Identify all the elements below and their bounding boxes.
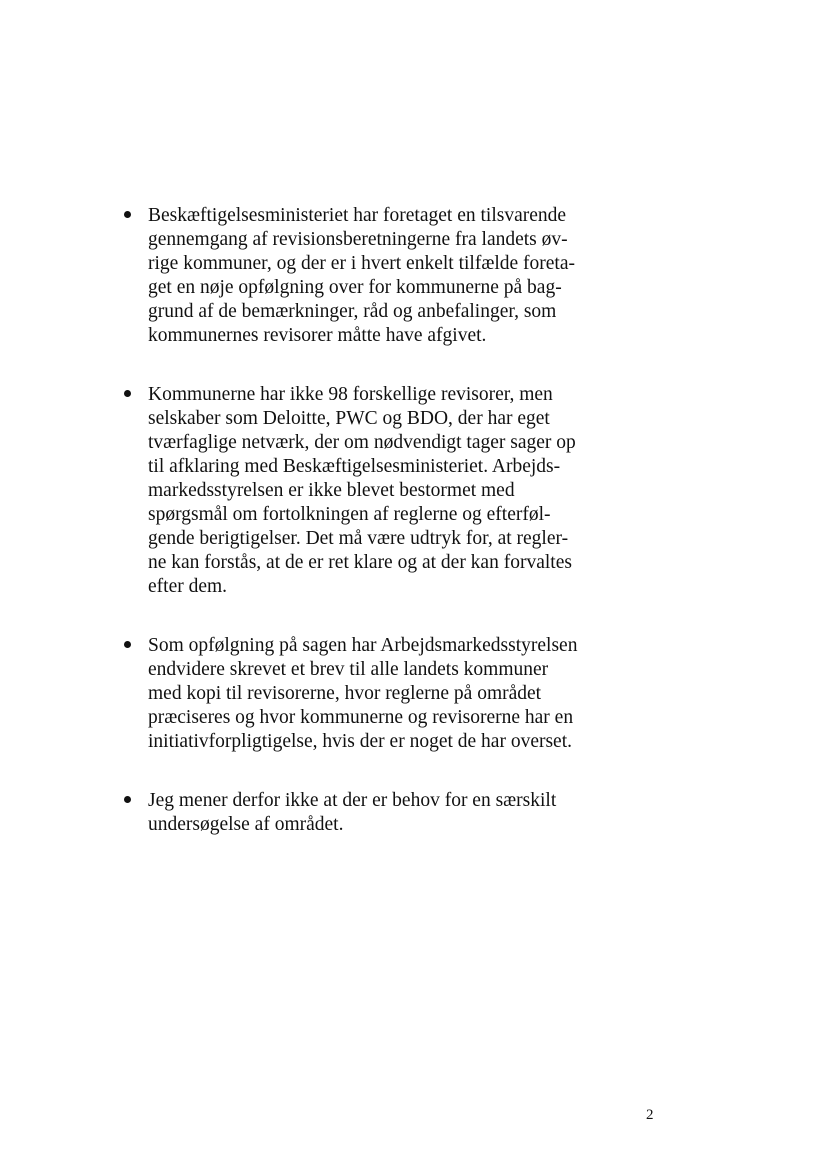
bullet-dot-icon [124,796,131,803]
text-line: markedsstyrelsen er ikke blevet bestormet med [148,480,515,501]
text-line: get en nøje opfølgning over for kommunerne på bag- [148,277,562,298]
text-line: med kopi til revisorerne, hvor reglerne på området [148,683,542,704]
text-line: Beskæftigelsesministeriet har foretaget en tilsvarende [148,205,567,226]
text-line: grund af de bemærkninger, råd og anbefalinger, som [148,301,557,322]
text-line: undersøgelse af området. [148,814,344,835]
bullet-list [118,204,638,872]
bullet-item [118,789,638,837]
text-line: præciseres og hvor kommunerne og revisorerne har en [148,707,574,728]
bullet-item [118,383,638,599]
bullet-item [118,204,638,348]
text-line: tværfaglige netværk, der om nødvendigt tager sager op [148,432,576,453]
text-line: ne kan forstås, at de er ret klare og at der kan forvaltes [148,552,572,573]
bullet-item [118,634,638,754]
text-line: rige kommuner, og der er i hvert enkelt tilfælde foreta- [148,253,575,274]
text-line: Jeg mener derfor ikke at der er behov for en særskilt [148,790,557,811]
text-line: initiativforpligtigelse, hvis der er noget de har overset. [148,731,573,752]
text-line: Kommunerne har ikke 98 forskellige revisorer, men [148,384,553,405]
text-line: gende berigtigelser. Det må være udtryk for, at regler- [148,528,569,549]
page-number: 2 [646,1107,654,1123]
text-line: til afklaring med Beskæftigelsesministeriet. Arbejds- [148,456,561,477]
bullet-dot-icon [124,211,131,218]
text-line: endvidere skrevet et brev til alle landets kommuner [148,659,549,680]
text-line: spørgsmål om fortolkningen af reglerne og efterføl- [148,504,551,525]
bullet-dot-icon [124,390,131,397]
text-line: Som opfølgning på sagen har Arbejdsmarkedsstyrelsen [148,635,578,656]
text-line: gennemgang af revisionsberetningerne fra landets øv- [148,229,568,250]
text-line: selskaber som Deloitte, PWC og BDO, der har eget [148,408,550,429]
text-line: efter dem. [148,576,228,597]
bullet-dot-icon [124,641,131,648]
text-line: kommunernes revisorer måtte have afgivet. [148,325,487,346]
